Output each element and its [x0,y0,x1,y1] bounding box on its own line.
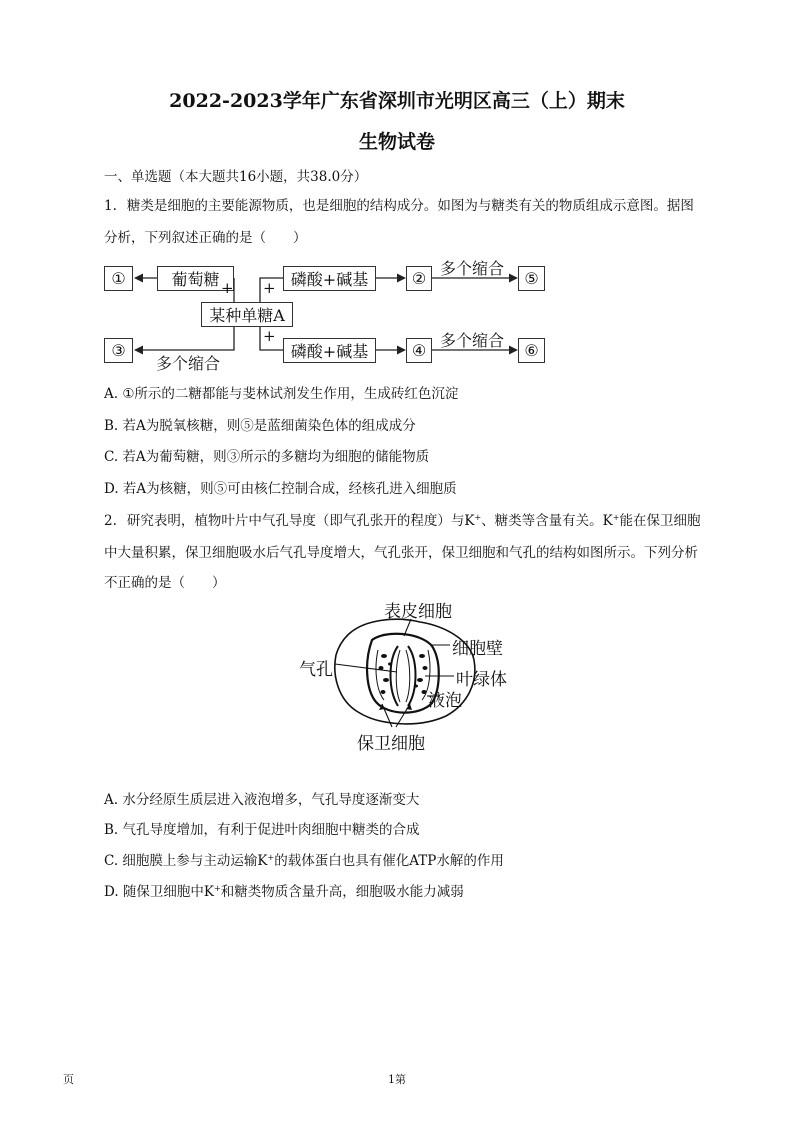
pointer-epidermal-cell [404,619,411,636]
box-2: ② [406,266,432,291]
q1-option-a: A. ①所示的二糖都能与斐林试剂发生作用，生成砖红色沉淀 [104,386,459,402]
q1-diagram [0,0,794,380]
q2-stem-part: 研究表明，植物叶片中气孔导度（即气孔张开的程度）与K [126,513,475,529]
footer-page-number: 1第 [388,1073,406,1086]
arrowhead-right [406,704,412,710]
plus-sign: + [263,327,276,345]
q2-option-c [104,851,504,871]
box-phosphate-base-top: 磷酸+碱基 [283,266,376,291]
q1-option-c: C. 若A为葡萄糖，则③所示的多糖均为细胞的储能物质 [104,449,430,465]
box-phosphate-base-bottom: 磷酸+碱基 [283,338,376,363]
box-6: ⑥ [518,338,545,363]
condense-label-right: 多个缩合 [440,331,505,350]
q2-stem-line1 [104,511,700,531]
plus-sign: + [221,279,234,297]
box-4: ④ [406,338,432,363]
pointer-guard-cell-left [382,704,392,727]
q1-option-d: D. 若A为核糖，则⑤可由核仁控制合成，经核孔进入细胞质 [104,481,457,497]
label-stoma: 气孔 [299,660,333,680]
stoma-pore [396,650,410,702]
q2-stem-part: 、糖类等含量有关。K [481,513,613,529]
q1-stem-line2: 分析，下列叙述正确的是（ ） [104,230,307,246]
label-cell-wall: 细胞壁 [452,639,503,659]
left-vacuole-edge [376,650,384,700]
q1-diagram-lines [0,0,794,380]
q1-stem-line1: 糖类是细胞的主要能源物质，也是细胞的结构成分。如图为与糖类有关的物质组成示意图。据图 [126,198,694,214]
q2-option-d-part: 和糖类物质含量升高，细胞吸水能力减弱 [220,884,464,900]
chloroplast-dots [379,654,428,694]
label-vacuole: 液泡 [428,691,462,711]
footer-left: 页 [63,1073,74,1086]
line-a-to-phosphate-bottom [260,327,283,350]
box-glucose: 葡萄糖 [157,266,234,291]
superscript-plus: + [267,853,275,862]
exam-title: 2022-2023学年广东省深圳市光明区高三（上）期末 [169,90,625,112]
q1-option-b: B. 若A为脱氧核糖，则⑤是蓝细菌染色体的组成成分 [104,418,416,434]
superscript-plus: + [474,513,482,522]
q2-stem-line3: 不正确的是（ ） [104,575,226,591]
condense-label-bottom: 多个缩合 [156,354,221,373]
q2-option-b: B. 气孔导度增加，有利于促进叶肉细胞中糖类的合成 [104,822,420,838]
pointer-guard-cell-right [396,704,410,727]
plus-sign: + [263,279,276,297]
q2-option-c-part: C. 细胞膜上参与主动运输K [104,853,268,869]
section-heading: 一、单选题（本大题共16小题，共38.0分） [104,169,368,185]
line-a-to-phosphate-top [260,278,283,302]
q2-option-d-part: D. 随保卫细胞中K [104,884,215,900]
label-epidermal-cell: 表皮细胞 [384,602,452,622]
guard-cell-outer-wall [367,634,439,713]
pointer-stoma [335,664,397,672]
box-3: ③ [104,338,133,363]
q1-number: 1. [104,198,117,214]
q2-option-c-part: 的载体蛋白也具有催化ATP水解的作用 [274,853,504,869]
box-sugar-a: 某种单糖A [201,302,293,327]
superscript-plus: + [214,884,221,893]
q2-option-d [104,882,464,902]
guard-cell-right-inner-wall [408,646,416,706]
guard-cell-left-inner-wall [391,646,399,706]
box-5: ⑤ [518,266,545,291]
condense-label-top: 多个缩合 [440,259,505,278]
superscript-plus: + [612,513,620,522]
q1-stem [104,196,694,216]
arrowhead-left [379,704,385,710]
label-chloroplast: 叶绿体 [456,670,507,690]
right-vacuole-edge [422,650,430,700]
label-guard-cell: 保卫细胞 [357,734,425,754]
q2-stem-part: 能在保卫细胞 [619,513,701,529]
exam-subtitle: 生物试卷 [358,131,435,153]
q2-option-a: A. 水分经原生质层进入液泡增多，气孔导度逐渐变大 [104,792,420,808]
box-1: ① [104,266,133,291]
epidermal-cell-outline [335,619,475,724]
q2-number: 2. [104,513,117,529]
arrow-a-to-3 [135,327,234,350]
q2-stem-line2: 中大量积累，保卫细胞吸水后气孔导度增大，气孔张开，保卫细胞和气孔的结构如图所示。下列分析 [104,545,698,561]
